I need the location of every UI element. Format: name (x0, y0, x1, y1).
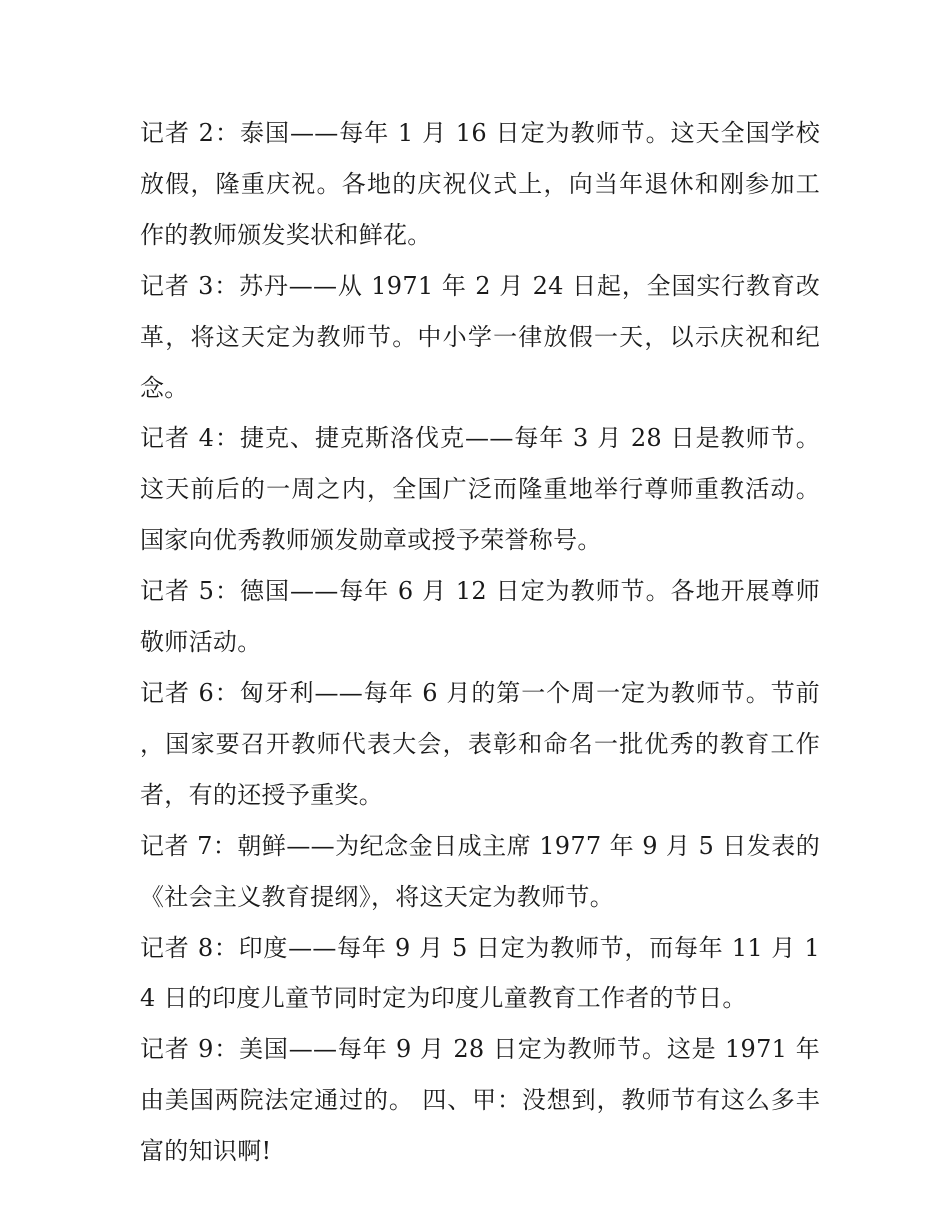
paragraph-reporter-5: 记者 5：德国——每年 6 月 12 日定为教师节。各地开展尊师敬师活动。 (140, 577, 820, 657)
paragraph-reporter-7: 记者 7：朝鲜——为纪念金日成主席 1977 年 9 月 5 日发表的《社会主义教育提纲》，将这天定为教师节。 (140, 831, 820, 911)
paragraph-reporter-3: 记者 3：苏丹——从 1971 年 2 月 24 日起，全国实行教育改革，将这天定为教师节。中小学一律放假一天，以示庆祝和纪念。 (140, 271, 820, 402)
paragraph-reporter-8: 记者 8：印度——每年 9 月 5 日定为教师节，而每年 11 月 14 日的印度儿童节同时定为印度儿童教育工作者的节日。 (140, 933, 820, 1013)
paragraph-reporter-9: 记者 9：美国——每年 9 月 28 日定为教师节。这是 1971 年由美国两院法定通过的。 四、甲：没想到，教师节有这么多丰富的知识啊! (140, 1035, 820, 1166)
document-body (140, 108, 820, 1177)
paragraph-reporter-6: 记者 6：匈牙利——每年 6 月的第一个周一定为教师节。节前，国家要召开教师代表大会，表彰和命名一批优秀的教育工作者，有的还授予重奖。 (140, 678, 820, 809)
paragraph-reporter-4: 记者 4：捷克、捷克斯洛伐克——每年 3 月 28 日是教师节。这天前后的一周之内，全国广泛而隆重地举行尊师重教活动。国家向优秀教师颁发勋章或授予荣誉称号。 (140, 424, 820, 555)
paragraph-reporter-2: 记者 2：泰国——每年 1 月 16 日定为教师节。这天全国学校放假，隆重庆祝。各地的庆祝仪式上，向当年退休和刚参加工作的教师颁发奖状和鲜花。 (140, 119, 820, 249)
